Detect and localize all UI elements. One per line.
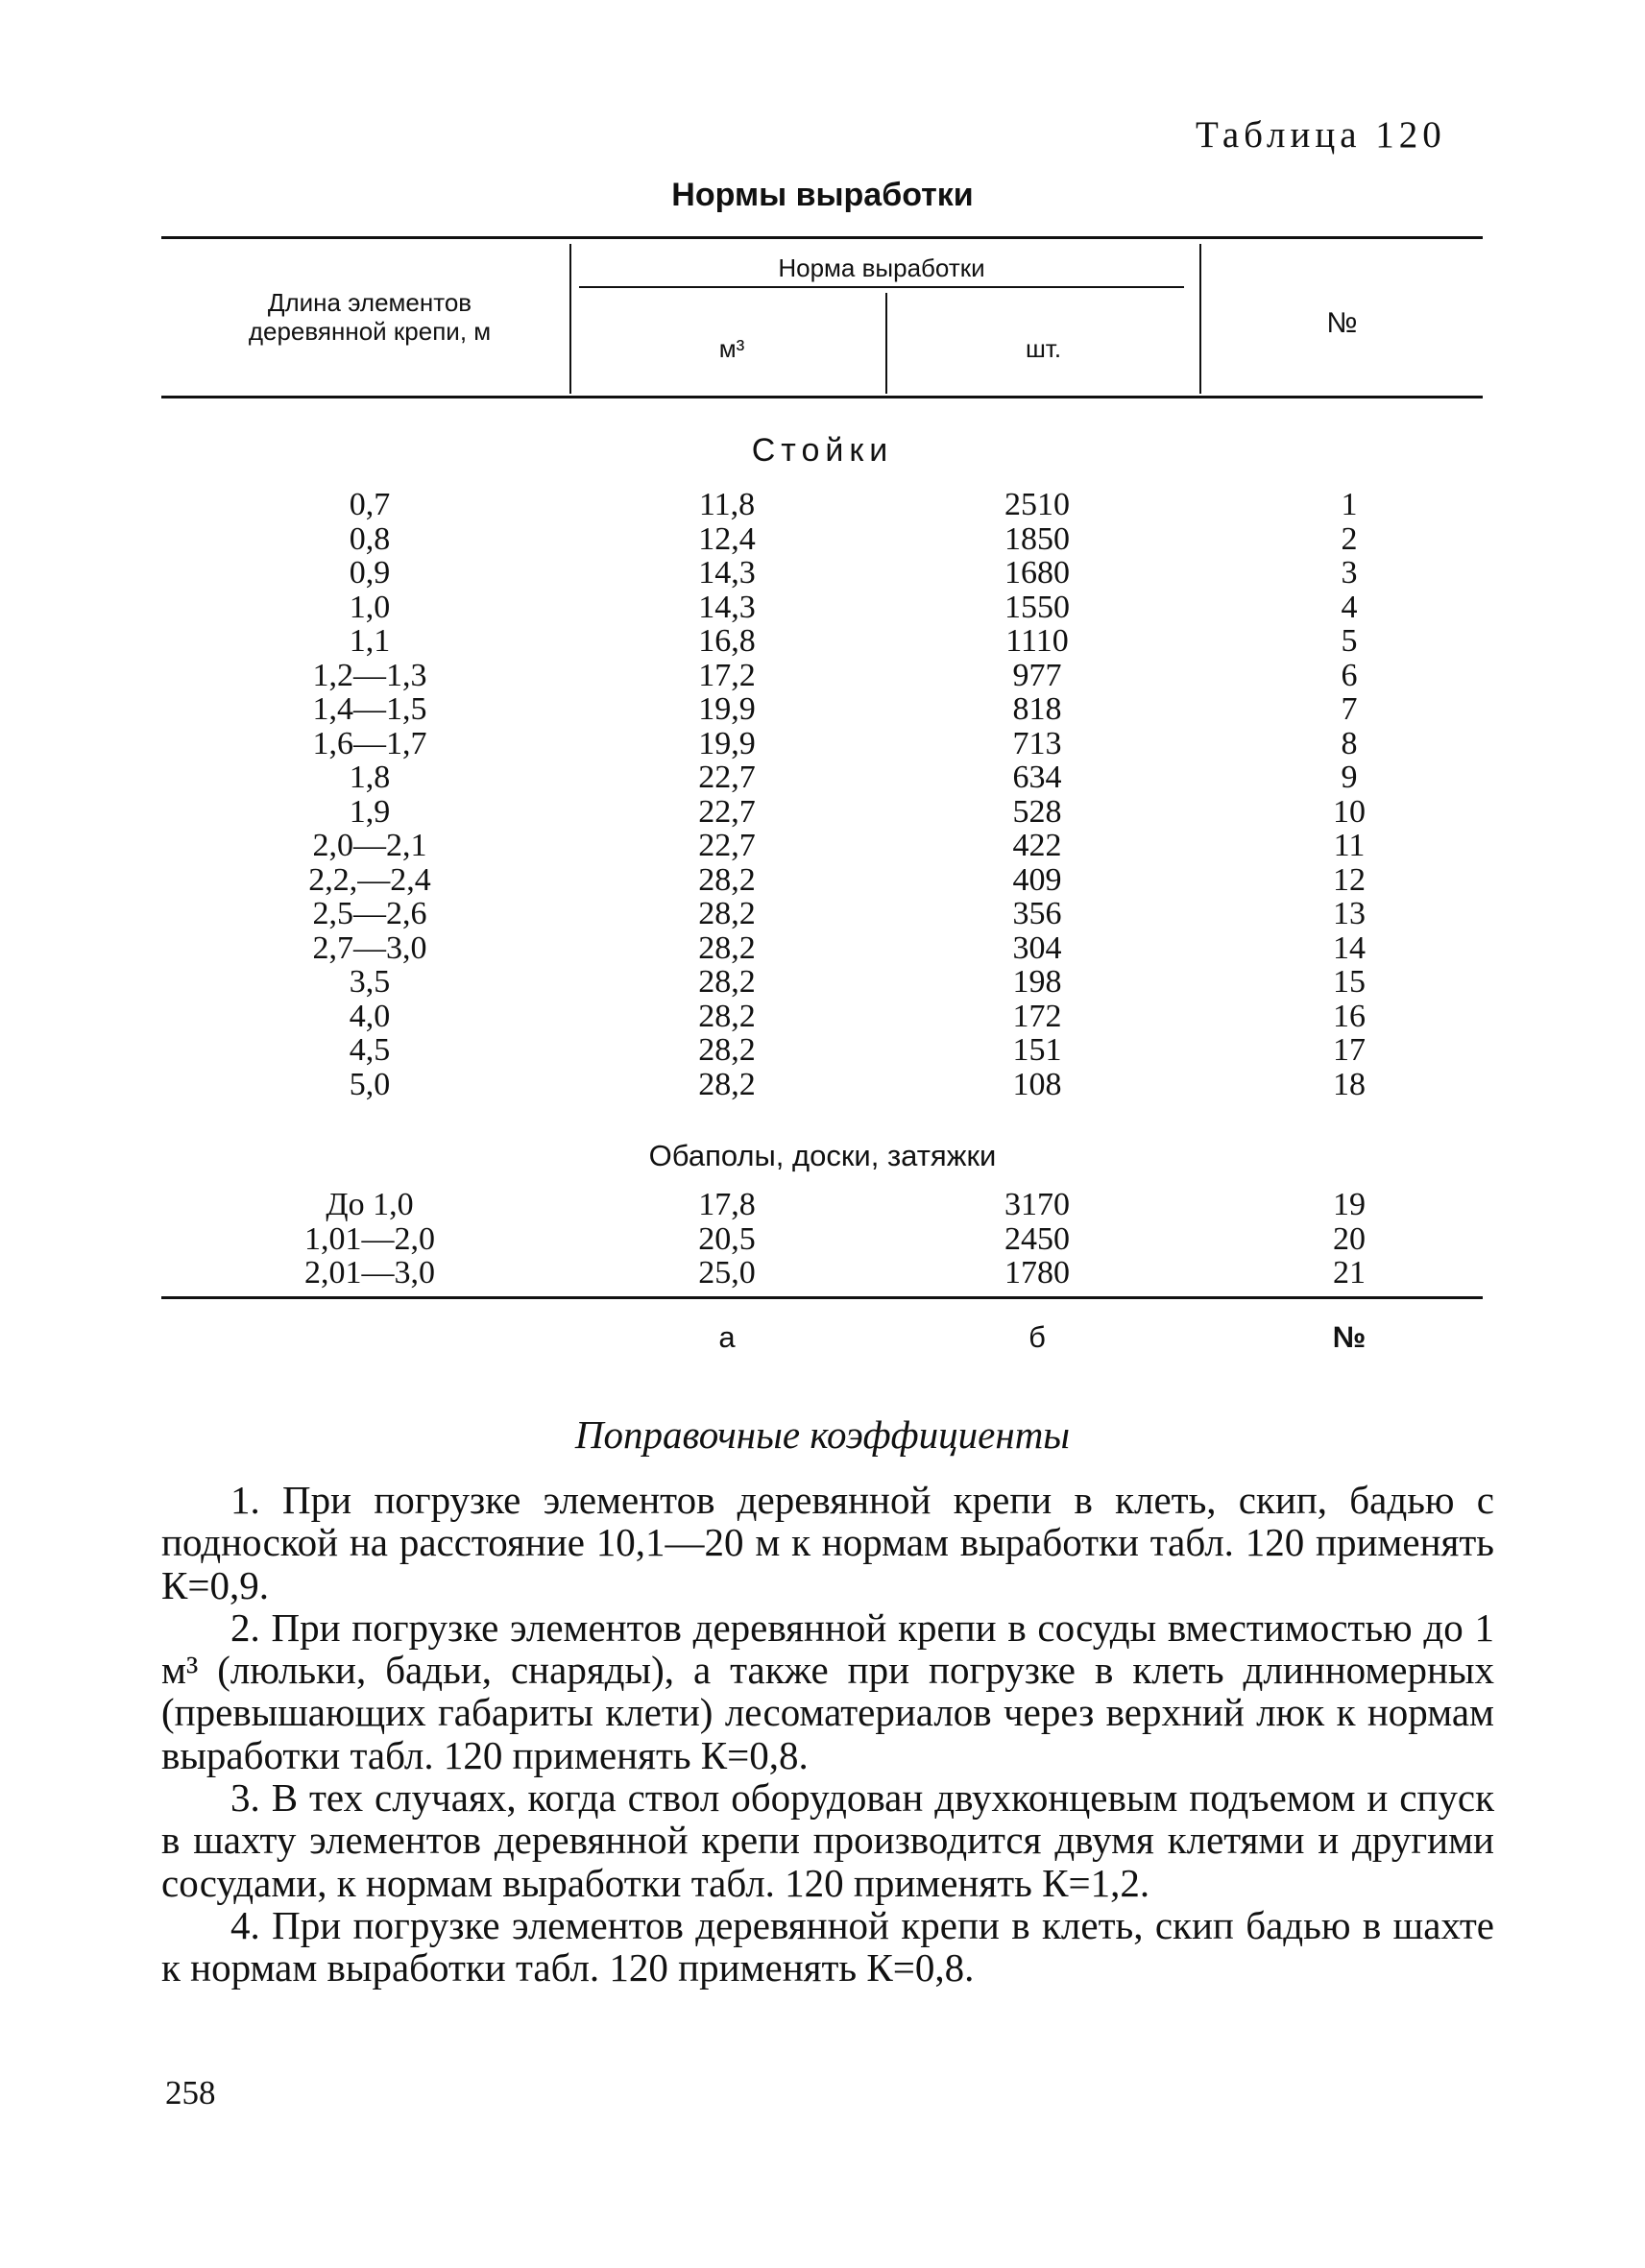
table-top-rule <box>161 236 1483 239</box>
cell-m3: 28,2 <box>698 964 756 1000</box>
footer-number: № <box>1332 1320 1367 1354</box>
table-row <box>0 1188 1645 1222</box>
cell-number: 1 <box>1341 487 1358 522</box>
corrections-heading: Поправочные коэффициенты <box>574 1412 1071 1457</box>
header-m3: м³ <box>718 334 745 363</box>
table-row <box>0 1256 1645 1291</box>
cell-number: 19 <box>1333 1187 1366 1222</box>
cell-length: 1,8 <box>349 760 391 795</box>
table-row <box>0 556 1645 591</box>
cell-m3: 28,2 <box>698 861 756 898</box>
cell-number: 10 <box>1333 793 1366 830</box>
cell-pcs: 1550 <box>1004 589 1070 625</box>
cell-m3: 22,7 <box>698 793 756 830</box>
cell-m3: 28,2 <box>698 998 756 1034</box>
cell-length: 1,2—1,3 <box>312 657 427 693</box>
cell-length: 1,0 <box>349 589 391 625</box>
table-row <box>0 1000 1645 1034</box>
cell-number: 5 <box>1341 623 1358 659</box>
cell-pcs: 3170 <box>1004 1187 1070 1222</box>
header-norm: Норма выработки <box>778 253 985 282</box>
cell-m3: 14,3 <box>698 589 756 625</box>
footer-b: б <box>1028 1320 1046 1354</box>
section-title-posts: Стойки <box>751 432 894 469</box>
corrections-list <box>161 1479 1494 1990</box>
table-row <box>0 1222 1645 1257</box>
table-row <box>0 591 1645 625</box>
cell-number: 21 <box>1333 1255 1366 1291</box>
header-pcs: шт. <box>1025 334 1062 363</box>
cell-length: 2,01—3,0 <box>304 1255 435 1291</box>
table-bottom-rule <box>161 1296 1483 1299</box>
cell-m3: 28,2 <box>698 896 756 931</box>
table-row <box>0 965 1645 1000</box>
table-row <box>0 1033 1645 1068</box>
correction-paragraph: 4. При погрузке элементов деревянной крепи в клеть, скип бадью в шахте к нормам выработки табл. 120 применять К=0,8. <box>161 1902 1494 1991</box>
table-row <box>0 897 1645 931</box>
cell-pcs: 409 <box>1012 861 1062 898</box>
posts-rows <box>0 488 1645 1101</box>
table-row <box>0 829 1645 863</box>
cell-length: 1,9 <box>349 793 391 830</box>
cell-length: 2,7—3,0 <box>312 929 427 966</box>
section-title-slabs: Обаполы, доски, затяжки <box>648 1139 997 1172</box>
cell-length: 1,01—2,0 <box>304 1220 435 1257</box>
table-row <box>0 692 1645 727</box>
cell-length: 4,0 <box>349 998 391 1034</box>
table-row <box>0 488 1645 522</box>
cell-pcs: 108 <box>1012 1066 1062 1102</box>
cell-length: 5,0 <box>349 1066 391 1102</box>
cell-length: 0,7 <box>349 487 391 522</box>
cell-m3: 12,4 <box>698 520 756 557</box>
cell-m3: 17,8 <box>698 1187 756 1222</box>
cell-length: До 1,0 <box>326 1187 414 1222</box>
cell-number: 4 <box>1341 589 1358 625</box>
cell-pcs: 2510 <box>1004 487 1070 522</box>
table-row <box>0 522 1645 557</box>
cell-length: 0,8 <box>349 520 391 557</box>
cell-m3: 28,2 <box>698 929 756 966</box>
cell-m3: 28,2 <box>698 1066 756 1102</box>
slabs-rows <box>0 1188 1645 1291</box>
page-number: 258 <box>165 2074 216 2111</box>
correction-paragraph: 3. В тех случаях, когда ствол оборудован двухконцевым подъемом и спуск в шахту элементов деревянной крепи производится двумя клетями и другими сосудами, к нормам выработки табл. 120 применять К=1,2. <box>161 1775 1494 1905</box>
cell-m3: 14,3 <box>698 555 756 591</box>
cell-number: 9 <box>1341 760 1358 795</box>
table-row <box>0 931 1645 966</box>
cell-length: 3,5 <box>349 964 391 1000</box>
cell-pcs: 1110 <box>1005 623 1069 659</box>
cell-number: 15 <box>1333 964 1366 1000</box>
cell-length: 2,2,—2,4 <box>308 861 431 898</box>
table-row <box>0 659 1645 693</box>
cell-pcs: 304 <box>1012 929 1062 966</box>
norm-underline <box>579 286 1184 288</box>
cell-pcs: 1680 <box>1004 555 1070 591</box>
cell-m3: 28,2 <box>698 1032 756 1068</box>
cell-length: 0,9 <box>349 555 391 591</box>
cell-m3: 19,9 <box>698 725 756 761</box>
cell-pcs: 818 <box>1012 691 1062 727</box>
cell-number: 7 <box>1341 691 1358 727</box>
cell-m3: 22,7 <box>698 760 756 795</box>
cell-number: 12 <box>1333 861 1366 898</box>
table-row <box>0 624 1645 659</box>
correction-paragraph: 2. При погрузке элементов деревянной крепи в сосуды вместимостью до 1 м³ (люльки, бадьи, снаряды), а также при погрузке в клеть длинномерных (превышающих габариты клети) лесоматериалов через верхний люк к нормам выработки табл. 120 применять К=0,8. <box>161 1604 1494 1777</box>
table-row <box>0 727 1645 761</box>
cell-length: 1,4—1,5 <box>312 691 427 727</box>
table-title: Нормы выработки <box>671 177 974 213</box>
cell-number: 20 <box>1333 1220 1366 1257</box>
table-row <box>0 863 1645 898</box>
cell-m3: 11,8 <box>698 487 756 522</box>
cell-pcs: 634 <box>1012 760 1062 795</box>
cell-m3: 25,0 <box>698 1255 756 1291</box>
cell-m3: 19,9 <box>698 691 756 727</box>
cell-number: 6 <box>1341 657 1358 693</box>
cell-pcs: 422 <box>1012 828 1062 863</box>
cell-number: 18 <box>1333 1066 1366 1102</box>
cell-number: 17 <box>1333 1032 1366 1068</box>
header-bottom-rule <box>161 396 1483 398</box>
cell-length: 1,1 <box>349 623 391 659</box>
cell-m3: 22,7 <box>698 828 756 863</box>
cell-pcs: 528 <box>1012 793 1062 830</box>
table-caption: Таблица 120 <box>1196 114 1446 156</box>
cell-number: 14 <box>1333 929 1366 966</box>
cell-length: 2,0—2,1 <box>312 828 427 863</box>
table-row <box>0 795 1645 830</box>
cell-pcs: 2450 <box>1004 1220 1070 1257</box>
footer-a: а <box>718 1320 736 1354</box>
table-row <box>0 1068 1645 1102</box>
cell-number: 8 <box>1341 725 1358 761</box>
cell-pcs: 198 <box>1012 964 1062 1000</box>
cell-m3: 16,8 <box>698 623 756 659</box>
cell-pcs: 977 <box>1012 657 1062 693</box>
cell-pcs: 1850 <box>1004 520 1070 557</box>
cell-length: 1,6—1,7 <box>312 725 427 761</box>
cell-length: 2,5—2,6 <box>312 896 427 931</box>
header-number: № <box>1326 307 1358 339</box>
cell-number: 11 <box>1333 828 1366 863</box>
cell-m3: 17,2 <box>698 657 756 693</box>
column-divider-left <box>569 244 571 394</box>
cell-pcs: 172 <box>1012 998 1062 1034</box>
cell-length: 4,5 <box>349 1032 391 1068</box>
cell-number: 3 <box>1341 555 1358 591</box>
cell-m3: 20,5 <box>698 1220 756 1257</box>
cell-pcs: 356 <box>1012 896 1062 931</box>
cell-pcs: 1780 <box>1004 1255 1070 1291</box>
header-length: Длина элементов деревянной крепи, м <box>248 288 492 346</box>
cell-pcs: 713 <box>1012 725 1062 761</box>
cell-number: 16 <box>1333 998 1366 1034</box>
correction-paragraph: 1. При погрузке элементов деревянной крепи в клеть, скип, бадью с подноской на расстояние 10,1—20 м к нормам выработки табл. 120 применять К=0,9. <box>161 1478 1494 1607</box>
cell-pcs: 151 <box>1012 1032 1062 1068</box>
cell-number: 2 <box>1341 520 1358 557</box>
table-row <box>0 760 1645 795</box>
cell-number: 13 <box>1333 896 1366 931</box>
